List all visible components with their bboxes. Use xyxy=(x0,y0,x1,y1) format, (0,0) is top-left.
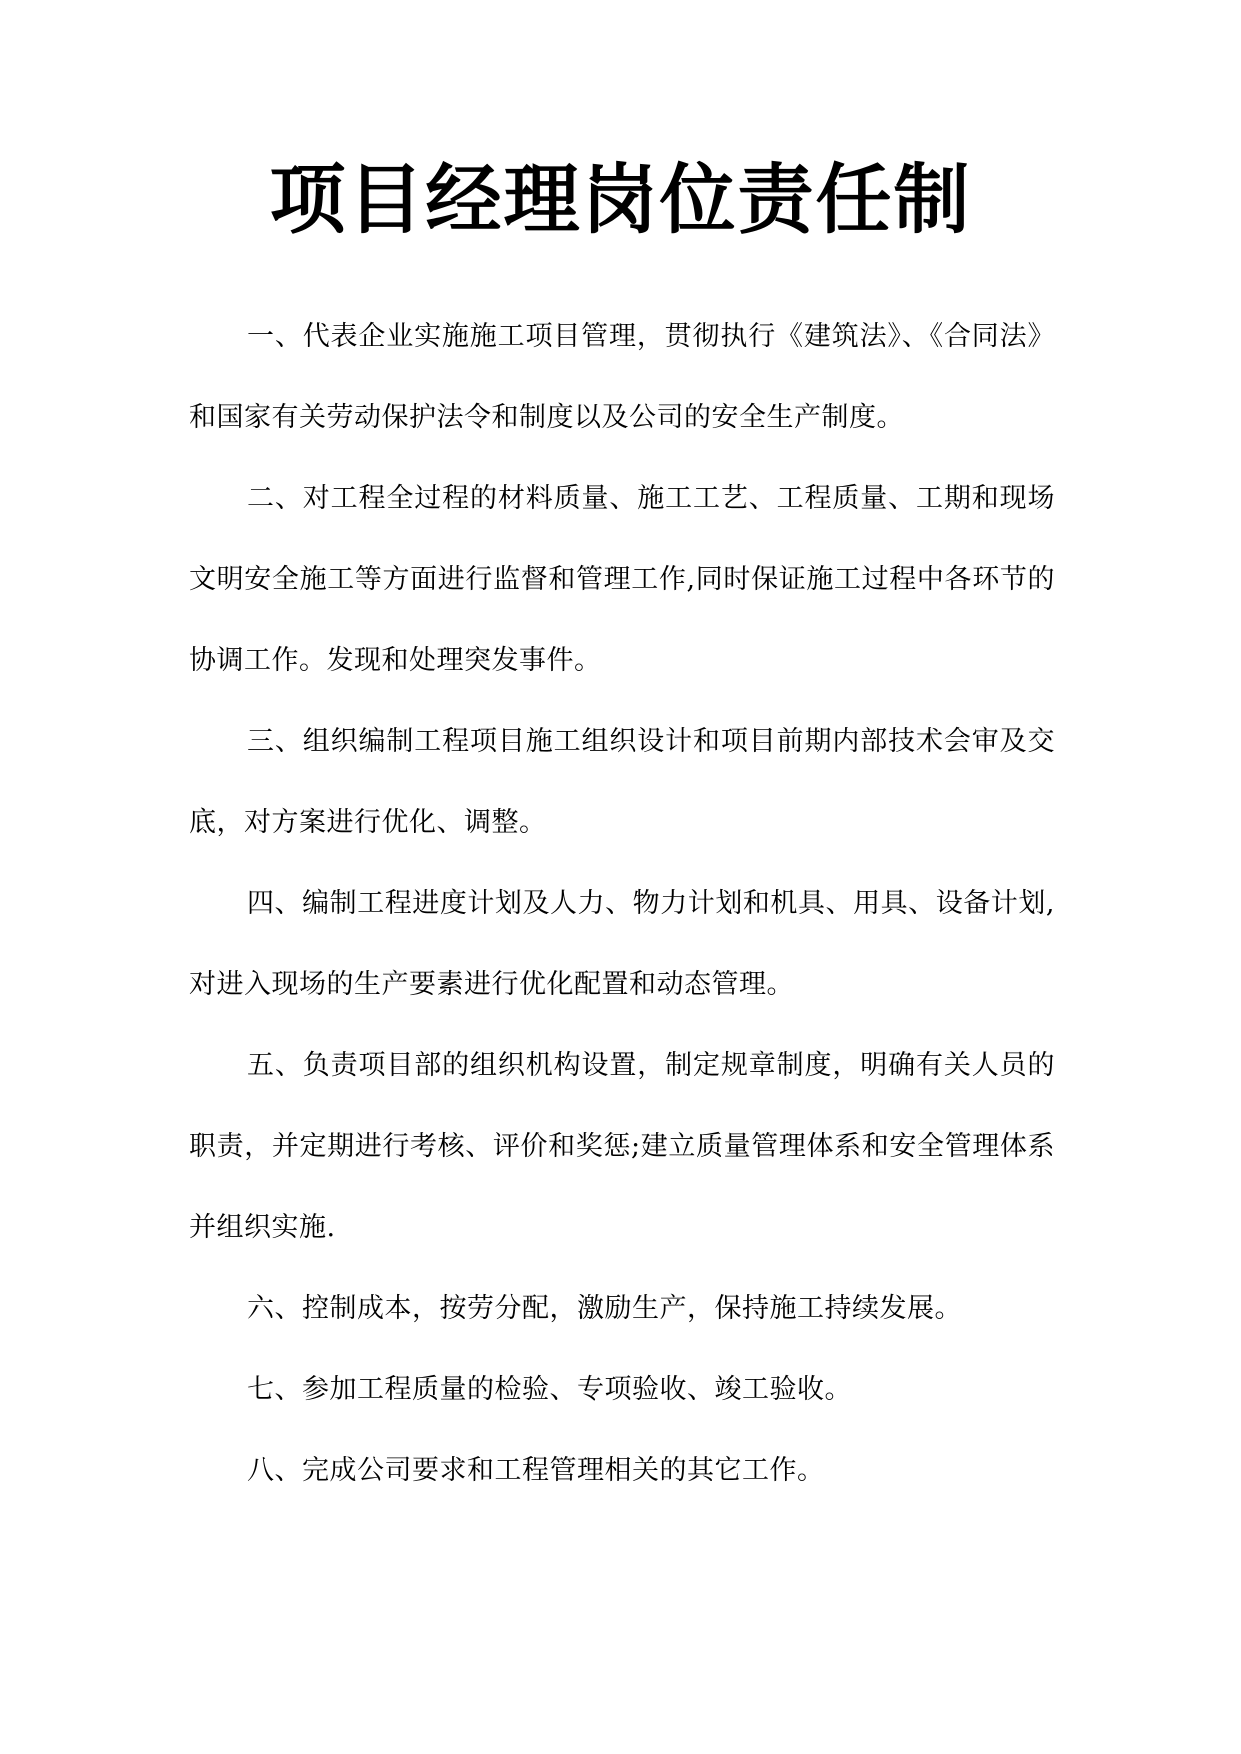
document-title: 项目经理岗位责任制 xyxy=(269,155,972,244)
paragraph-4: 四、编制工程进度计划及人力、物力计划和机具、用具、设备计划,对进入现场的生产要素进行优化配置和动态管理。 xyxy=(189,888,1055,1000)
paragraph-5: 五、负责项目部的组织机构设置，制定规章制度，明确有关人员的职责，并定期进行考核、评价和奖惩;建立质量管理体系和安全管理体系并组织实施. xyxy=(189,1050,1055,1243)
paragraph-3: 三、组织编制工程项目施工组织设计和项目前期内部技术会审及交底，对方案进行优化、调整。 xyxy=(189,726,1055,838)
paragraph-6: 六、控制成本，按劳分配，激励生产，保持施工持续发展。 xyxy=(247,1293,962,1324)
paragraph-7: 七、参加工程质量的检验、专项验收、竣工验收。 xyxy=(247,1374,852,1405)
paragraph-8: 八、完成公司要求和工程管理相关的其它工作。 xyxy=(247,1455,825,1486)
paragraph-2: 二、对工程全过程的材料质量、施工工艺、工程质量、工期和现场文明安全施工等方面进行监督和管理工作,同时保证施工过程中各环节的协调工作。发现和处理突发事件。 xyxy=(189,483,1055,676)
document-body xyxy=(189,296,1055,1511)
paragraph-1: 一、代表企业实施施工项目管理，贯彻执行《建筑法》、《合同法》和国家有关劳动保护法令和制度以及公司的安全生产制度。 xyxy=(189,321,1055,433)
